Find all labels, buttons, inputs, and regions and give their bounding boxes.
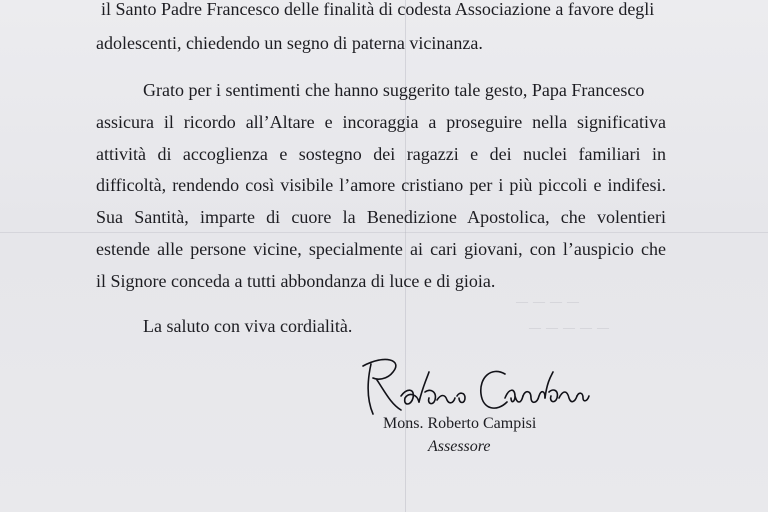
paper-fold-horizontal <box>0 232 768 233</box>
show-through-mark: — — — — <box>515 294 579 308</box>
paragraph-2-line-6: estende alle persone vicine, specialmente ai cari giovani, con l’auspicio che <box>96 239 666 259</box>
show-through-mark: — — — — — <box>528 320 609 334</box>
paragraph-2-line-5: Sua Santità, imparte di cuore la Benedizione Apostolica, che volentieri <box>96 207 666 227</box>
signatory-name: Mons. Roberto Campisi <box>383 415 537 432</box>
paragraph-2-line-2: assicura il ricordo all’Altare e incoraggia a proseguire nella significativa <box>96 112 666 132</box>
paragraph-2-line-3: attività di accoglienza e sostegno dei ragazzi e dei nuclei familiari in <box>96 144 666 164</box>
paragraph-1-line-1: il Santo Padre Francesco delle finalità di codesta Associazione a favore degli <box>101 0 655 19</box>
paragraph-1-line-2: adolescenti, chiedendo un segno di paterna vicinanza. <box>96 33 483 53</box>
paragraph-2-line-1: Grato per i sentimenti che hanno suggerito tale gesto, Papa Francesco <box>143 80 645 100</box>
handwritten-signature <box>355 352 595 422</box>
paragraph-2-line-7: il Signore conceda a tutti abbondanza di luce e di gioia. <box>96 271 496 291</box>
signatory-title: Assessore <box>428 438 491 455</box>
paragraph-2-line-4: difficoltà, rendendo così visibile l’amore cristiano per i più piccoli e indifesi. <box>96 175 666 195</box>
closing-salutation: La saluto con viva cordialità. <box>143 316 353 336</box>
